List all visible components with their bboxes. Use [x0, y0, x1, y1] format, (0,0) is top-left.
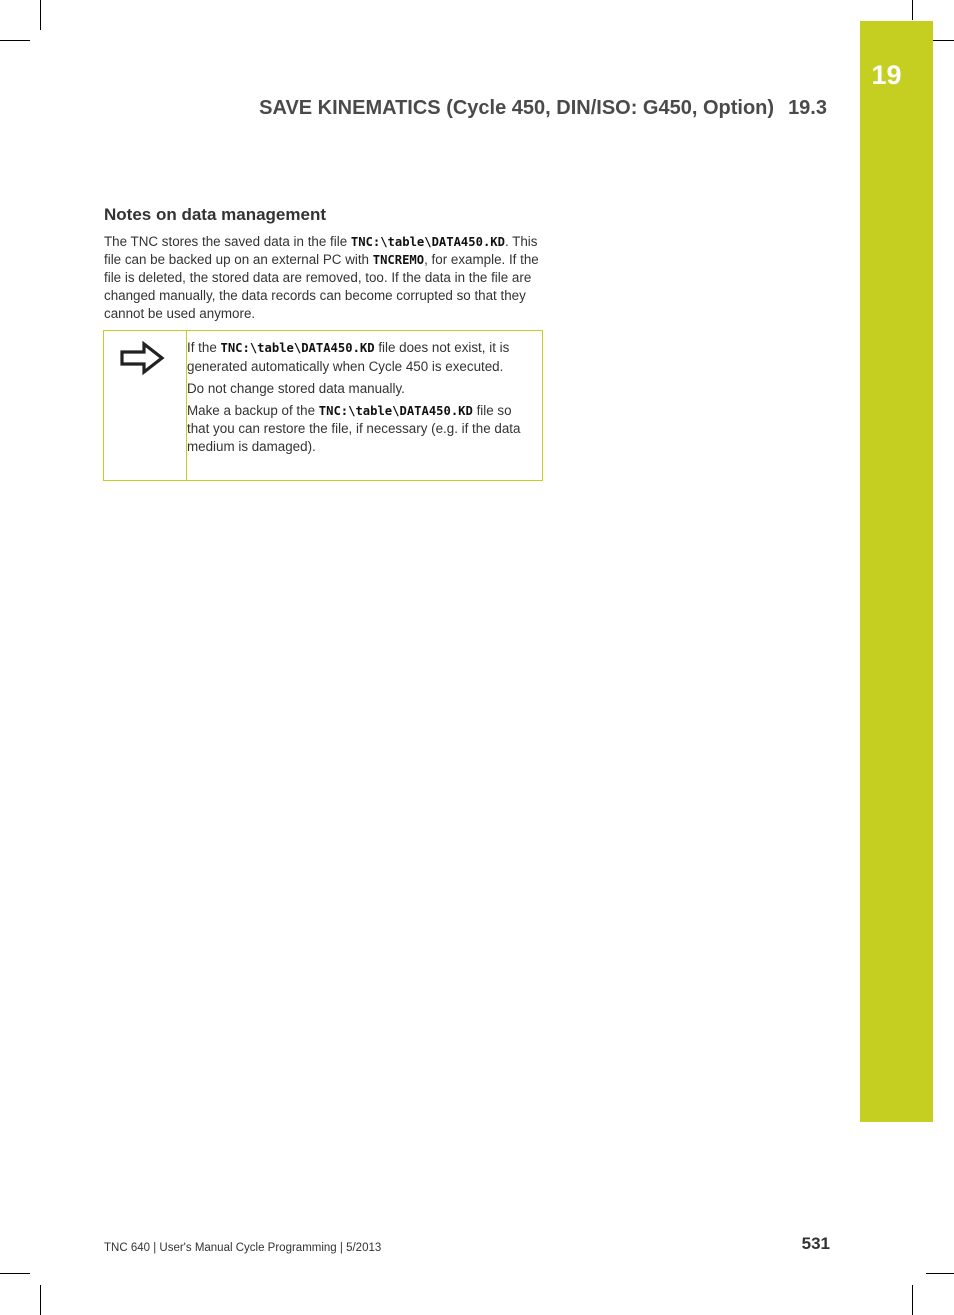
- note-text-segment: If the: [187, 340, 221, 355]
- body-text: The TNC stores the saved data in the file: [104, 234, 351, 249]
- page-number: 531: [801, 1234, 830, 1253]
- chapter-tab: [860, 21, 933, 1122]
- note-item: Do not change stored data manually.: [187, 380, 405, 396]
- note-item: [187, 402, 527, 456]
- crop-mark: [0, 40, 30, 41]
- file-path: TNC:\table\DATA450.KD: [220, 341, 375, 355]
- note-text: [187, 339, 527, 460]
- header-section: 19.3: [788, 97, 827, 119]
- body-paragraph: [104, 233, 544, 323]
- crop-mark: [912, 1285, 913, 1315]
- body-text: . This file can be backed up on an external PC with: [104, 234, 538, 267]
- section-heading: Notes on data management: [104, 205, 326, 224]
- note-text-segment: file does not exist, it is generated automatically when Cycle 450 is executed.: [187, 340, 510, 374]
- header-title: SAVE KINEMATICS (Cycle 450, DIN/ISO: G450, Option): [259, 97, 775, 119]
- crop-mark: [40, 0, 41, 30]
- file-path: TNC:\table\DATA450.KD: [318, 403, 473, 418]
- crop-mark: [40, 1285, 41, 1315]
- crop-mark: [912, 0, 913, 20]
- crop-mark: [0, 1273, 30, 1274]
- software-name: TNCREMO: [372, 253, 425, 267]
- note-box: [103, 330, 543, 481]
- arrow-right-icon: [120, 341, 166, 380]
- note-text-segment: Make a backup of the: [187, 402, 319, 418]
- note-text-segment: file so that you can restore the file, if necessary (e.g. if the data medium is damaged).: [187, 402, 521, 454]
- crop-mark: [926, 1273, 954, 1274]
- footer-text: TNC 640 | User's Manual Cycle Programming | 5/2013: [104, 1242, 382, 1254]
- note-item: [187, 339, 527, 375]
- file-path: TNC:\table\DATA450.KD: [350, 235, 505, 249]
- body-text: , for example. If the file is deleted, the stored data are removed, too. If the data in the file are changed manually, the data records can become corrupted so that they cannot be used anymore.: [104, 252, 539, 321]
- chapter-number: 19: [871, 60, 902, 90]
- page-header: [259, 97, 827, 120]
